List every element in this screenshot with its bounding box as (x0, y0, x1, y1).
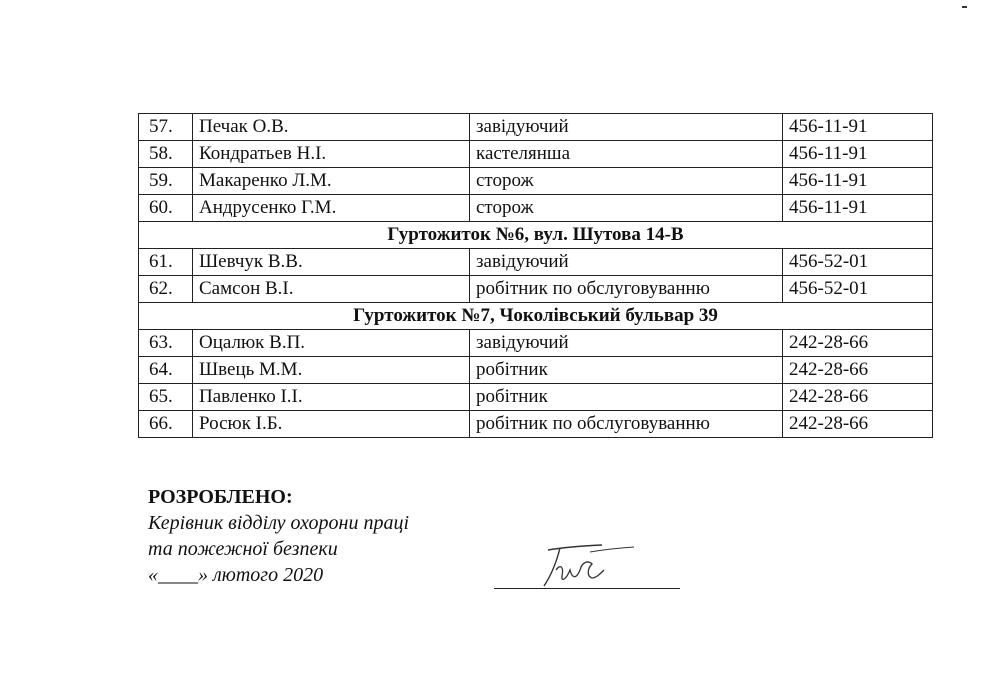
row-number: 62. (139, 276, 193, 303)
phone-number: 456-52-01 (783, 249, 933, 276)
employee-name: Шевчук В.В. (193, 249, 470, 276)
employee-name: Росюк І.Б. (193, 411, 470, 438)
signoff-position-line2: та пожежної безпеки (148, 538, 338, 560)
phone-number: 242-28-66 (783, 330, 933, 357)
section-header-row (139, 222, 933, 249)
handwritten-signature (530, 540, 640, 595)
employee-name: Андрусенко Г.М. (193, 195, 470, 222)
employee-position: робітник по обслуговуванню (470, 276, 783, 303)
row-number: 58. (139, 141, 193, 168)
employee-position: сторож (470, 195, 783, 222)
employee-name: Печак О.В. (193, 114, 470, 141)
row-number: 63. (139, 330, 193, 357)
employee-position: завідуючий (470, 114, 783, 141)
employee-position: кастелянша (470, 141, 783, 168)
table-row (139, 195, 933, 222)
table-row (139, 141, 933, 168)
employee-position: робітник по обслуговуванню (470, 411, 783, 438)
signoff-block (148, 484, 409, 588)
employee-name: Макаренко Л.М. (193, 168, 470, 195)
table-row (139, 114, 933, 141)
employee-name: Оцалюк В.П. (193, 330, 470, 357)
table-row (139, 357, 933, 384)
table-row (139, 168, 933, 195)
employee-name: Павленко І.І. (193, 384, 470, 411)
row-number: 61. (139, 249, 193, 276)
signoff-date: «____» лютого 2020 (148, 564, 324, 586)
row-number: 66. (139, 411, 193, 438)
employee-name: Кондратьев Н.І. (193, 141, 470, 168)
row-number: 57. (139, 114, 193, 141)
signature-line (494, 588, 680, 589)
employee-position: сторож (470, 168, 783, 195)
employee-position: робітник (470, 384, 783, 411)
row-number: 60. (139, 195, 193, 222)
phone-number: 456-11-91 (783, 114, 933, 141)
employee-position: робітник (470, 357, 783, 384)
signoff-position-line1: Керівник відділу охорони праці (148, 512, 409, 534)
staff-table (138, 113, 933, 438)
table-row (139, 276, 933, 303)
phone-number: 456-11-91 (783, 168, 933, 195)
employee-name: Швець М.М. (193, 357, 470, 384)
phone-number: 242-28-66 (783, 357, 933, 384)
employee-name: Самсон В.І. (193, 276, 470, 303)
scan-mark (962, 6, 967, 8)
staff-table-body (139, 114, 933, 438)
signoff-heading: РОЗРОБЛЕНО: (148, 486, 293, 508)
row-number: 64. (139, 357, 193, 384)
phone-number: 242-28-66 (783, 384, 933, 411)
section-title: Гуртожиток №7, Чоколівський бульвар 39 (139, 303, 933, 330)
row-number: 59. (139, 168, 193, 195)
employee-position: завідуючий (470, 249, 783, 276)
table-row (139, 249, 933, 276)
phone-number: 242-28-66 (783, 411, 933, 438)
section-header-row (139, 303, 933, 330)
phone-number: 456-11-91 (783, 195, 933, 222)
table-row (139, 330, 933, 357)
row-number: 65. (139, 384, 193, 411)
table-row (139, 384, 933, 411)
phone-number: 456-11-91 (783, 141, 933, 168)
table-row (139, 411, 933, 438)
phone-number: 456-52-01 (783, 276, 933, 303)
section-title: Гуртожиток №6, вул. Шутова 14-В (139, 222, 933, 249)
employee-position: завідуючий (470, 330, 783, 357)
